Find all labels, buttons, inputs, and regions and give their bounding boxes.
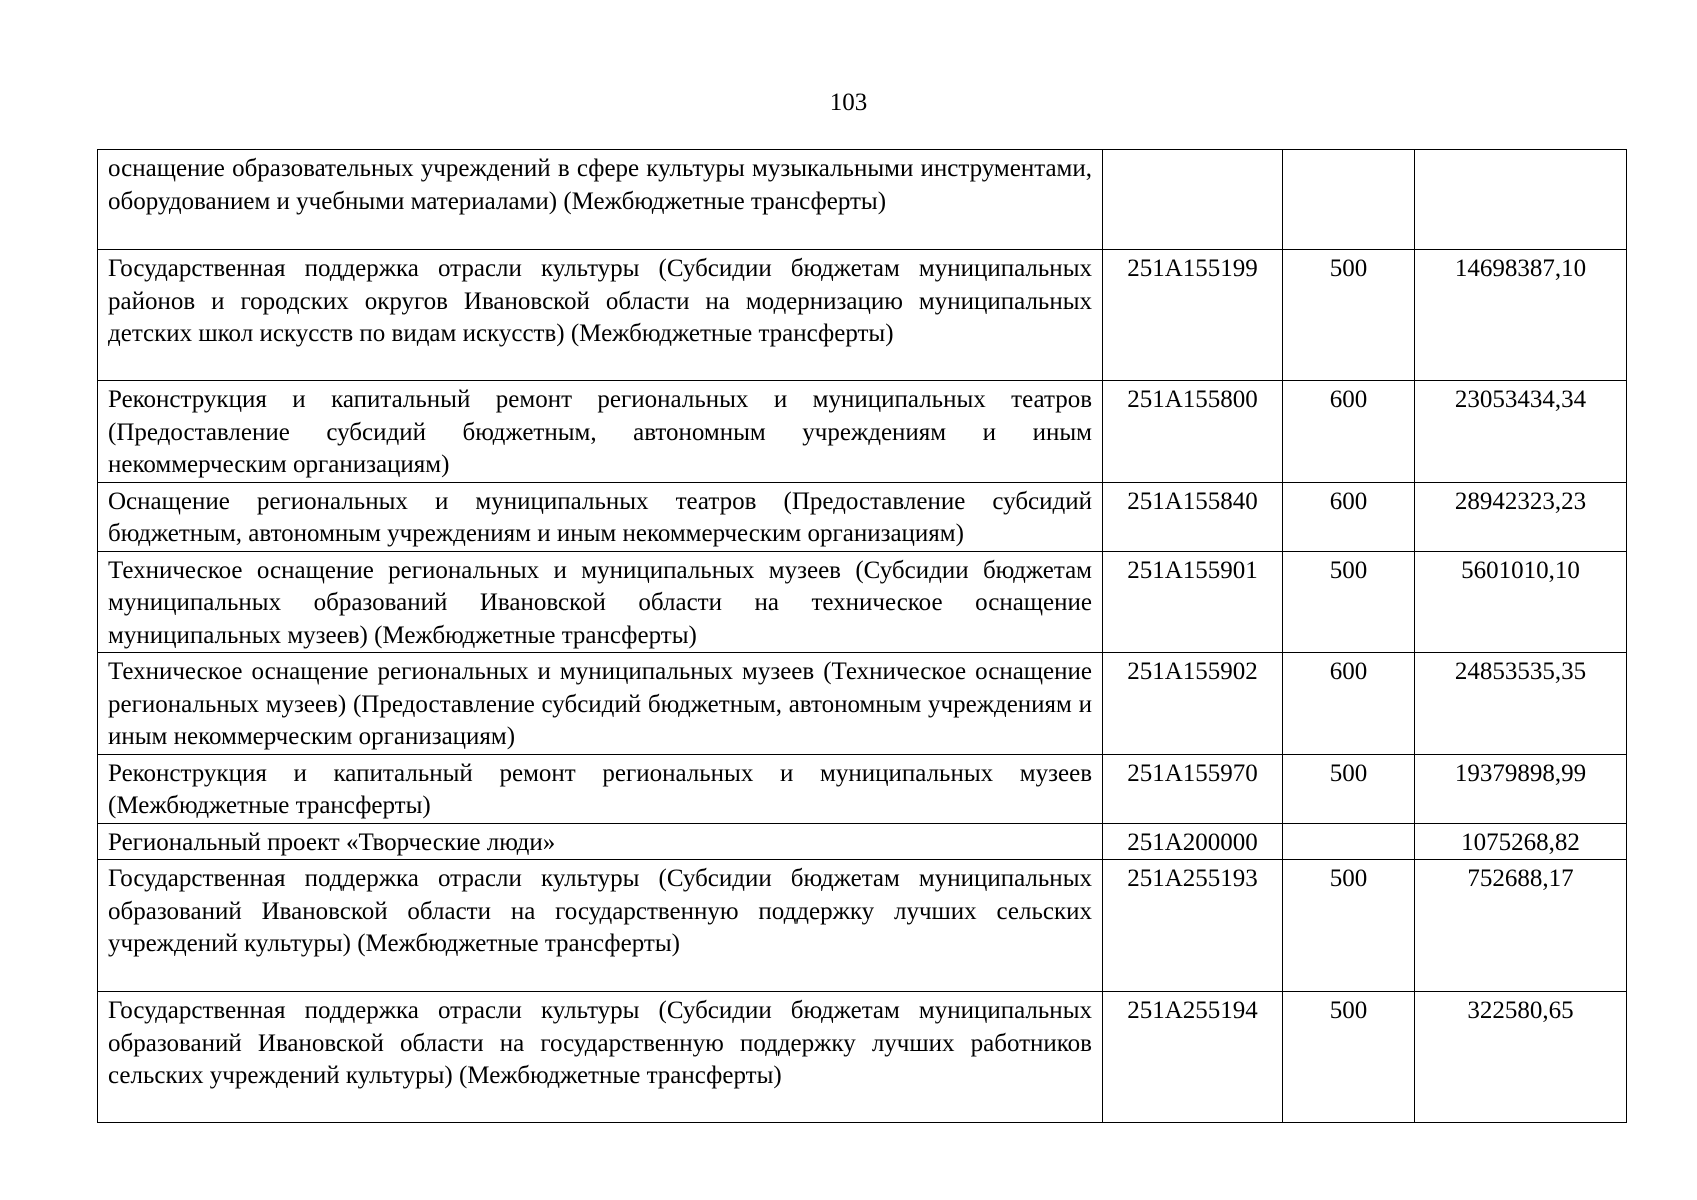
- row-expense-type: 600: [1283, 381, 1415, 483]
- row-code: [1103, 150, 1283, 250]
- row-expense-type: [1283, 150, 1415, 250]
- row-expense-type: 500: [1283, 754, 1415, 823]
- row-code: 251А155840: [1103, 482, 1283, 551]
- row-expense-type: 600: [1283, 653, 1415, 755]
- row-code: 251А255194: [1103, 992, 1283, 1123]
- row-amount: 28942323,23: [1415, 482, 1627, 551]
- row-expense-type: 500: [1283, 551, 1415, 653]
- row-code: 251А155199: [1103, 250, 1283, 381]
- table-row: [98, 250, 1627, 381]
- row-description: Государственная поддержка отрасли культуры (Субсидии бюджетам муниципальных образований Ивановской области на государственную поддержку лучших работников сельских учреждений культуры) (Межбюджетные трансферты): [98, 992, 1103, 1123]
- row-code: 251А155902: [1103, 653, 1283, 755]
- row-expense-type: 500: [1283, 860, 1415, 992]
- table-row: [98, 551, 1627, 653]
- row-description: Реконструкция и капитальный ремонт региональных и муниципальных музеев (Межбюджетные трансферты): [98, 754, 1103, 823]
- row-amount: 23053434,34: [1415, 381, 1627, 483]
- row-amount: 14698387,10: [1415, 250, 1627, 381]
- table-row: [98, 754, 1627, 823]
- row-description: оснащение образовательных учреждений в сфере культуры музыкальными инструментами, оборудованием и учебными материалами) (Межбюджетные трансферты): [98, 150, 1103, 250]
- row-code: 251А155970: [1103, 754, 1283, 823]
- table-row: [98, 860, 1627, 992]
- row-description: Реконструкция и капитальный ремонт региональных и муниципальных театров (Предоставление субсидий бюджетным, автономным учреждениям и иным некоммерческим организациям): [98, 381, 1103, 483]
- table-row: [98, 482, 1627, 551]
- row-amount: 1075268,82: [1415, 823, 1627, 860]
- row-amount: 19379898,99: [1415, 754, 1627, 823]
- row-description: Государственная поддержка отрасли культуры (Субсидии бюджетам муниципальных районов и городских округов Ивановской области на модернизацию муниципальных детских школ искусств по видам искусств) (Межбюджетные трансферты): [98, 250, 1103, 381]
- row-amount: 322580,65: [1415, 992, 1627, 1123]
- row-code: 251А155901: [1103, 551, 1283, 653]
- row-description: Техническое оснащение региональных и муниципальных музеев (Техническое оснащение региональных музеев) (Предоставление субсидий бюджетным, автономным учреждениям и иным некоммерческим организациям): [98, 653, 1103, 755]
- row-amount: 24853535,35: [1415, 653, 1627, 755]
- row-amount: 5601010,10: [1415, 551, 1627, 653]
- table-row: [98, 150, 1627, 250]
- row-amount: 752688,17: [1415, 860, 1627, 992]
- row-description: Государственная поддержка отрасли культуры (Субсидии бюджетам муниципальных образований Ивановской области на государственную поддержку лучших сельских учреждений культуры) (Межбюджетные трансферты): [98, 860, 1103, 992]
- table-row: [98, 381, 1627, 483]
- row-expense-type: 500: [1283, 250, 1415, 381]
- row-expense-type: 500: [1283, 992, 1415, 1123]
- budget-table: [97, 149, 1627, 1123]
- table-row: [98, 653, 1627, 755]
- row-amount: [1415, 150, 1627, 250]
- row-description: Техническое оснащение региональных и муниципальных музеев (Субсидии бюджетам муниципальных образований Ивановской области на техническое оснащение муниципальных музеев) (Межбюджетные трансферты): [98, 551, 1103, 653]
- row-code: 251А155800: [1103, 381, 1283, 483]
- row-description: Оснащение региональных и муниципальных театров (Предоставление субсидий бюджетным, автономным учреждениям и иным некоммерческим организациям): [98, 482, 1103, 551]
- table-row: [98, 823, 1627, 860]
- row-description: Региональный проект «Творческие люди»: [98, 823, 1103, 860]
- row-code: 251А200000: [1103, 823, 1283, 860]
- row-expense-type: [1283, 823, 1415, 860]
- row-code: 251А255193: [1103, 860, 1283, 992]
- table-row: [98, 992, 1627, 1123]
- page-number: 103: [829, 89, 868, 116]
- row-expense-type: 600: [1283, 482, 1415, 551]
